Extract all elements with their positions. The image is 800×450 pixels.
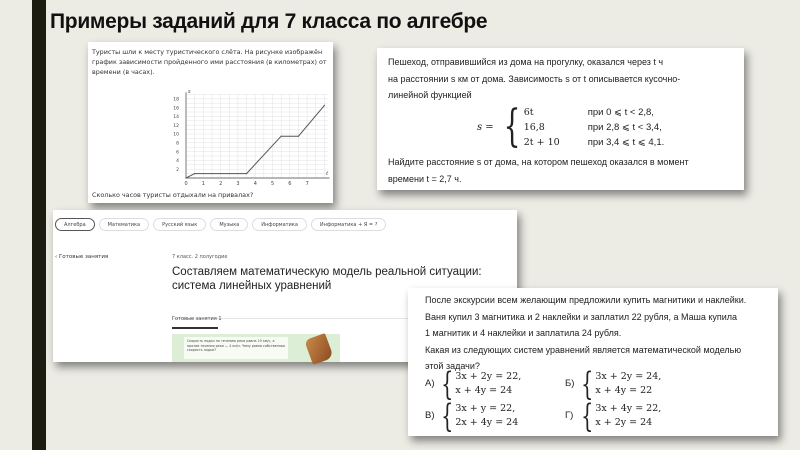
y-tick-label: 2 <box>176 167 179 173</box>
tab-ready-lessons[interactable]: Готовые занятия 1 <box>172 315 218 329</box>
pill-algebra[interactable]: Алгебра <box>55 218 95 231</box>
data-point <box>281 136 282 137</box>
text-line: 1 магнитик и 4 наклейки и заплатила 24 рубля. <box>425 328 622 338</box>
text-line: линейной функцией <box>388 90 472 100</box>
x-tick-label: 2 <box>219 181 223 187</box>
y-tick-label: 12 <box>173 123 179 129</box>
piecewise-function <box>477 101 665 152</box>
equation: 3x + 2y = 22, <box>455 370 522 382</box>
distance-time-graph <box>173 86 329 187</box>
task-card-graph <box>88 42 333 203</box>
text-line: на расстоянии s км от дома. Зависимость s от t описывается кусочно- <box>388 73 681 84</box>
y-tick-label: 14 <box>173 115 179 121</box>
accent-bar <box>32 0 46 450</box>
piece-condition: при 3,4 ⩽ t ⩽ 4,1. <box>587 136 665 148</box>
pill-informatics-plus[interactable]: Информатика + Я = ? <box>311 218 386 231</box>
text-line: Какая из следующих систем уравнений является математической моделью <box>425 344 742 355</box>
piece-condition: при 0 ⩽ t < 2,8, <box>587 106 654 118</box>
function-lhs: s = <box>477 121 494 133</box>
brace: { <box>581 396 594 435</box>
answer-option-g <box>565 396 705 435</box>
text-line: Найдите расстояние s от дома, на котором пешеход оказался в момент <box>388 157 689 167</box>
pill-russian[interactable]: Русский язык <box>153 218 206 231</box>
text-line: времени t = 2,7 ч. <box>388 173 462 184</box>
y-axis-label: s <box>188 89 191 96</box>
piece-condition: при 2,8 ⩽ t < 3,4, <box>587 121 662 133</box>
equation: 3x + 4y = 22, <box>595 402 662 414</box>
piece-formula: 16,8 <box>523 121 545 133</box>
x-axis-label: t <box>326 171 329 177</box>
equation: x + 4y = 24 <box>455 384 513 396</box>
text-line: этой задачи? <box>425 361 480 371</box>
pill-math[interactable]: Математика <box>99 218 149 231</box>
piece-formula: 2t + 10 <box>523 136 560 148</box>
y-tick-label: 16 <box>173 106 179 112</box>
y-tick-label: 18 <box>173 97 179 103</box>
equation: 3x + 2y = 24, <box>595 370 662 382</box>
x-tick-label: 3 <box>236 181 240 187</box>
y-tick-label: 10 <box>173 132 179 138</box>
option-label: Г) <box>565 410 574 421</box>
data-point <box>246 173 247 174</box>
piece-formula: 6t <box>523 106 534 118</box>
brace: { <box>441 396 454 435</box>
y-tick-label: 4 <box>176 159 179 165</box>
subject-pills <box>55 218 386 231</box>
option-label: В) <box>425 410 435 421</box>
lesson-title: Составляем математическую модель реальной ситуации: система линейных уравнений <box>172 266 482 292</box>
task-text: Туристы шли к месту туристического слёта. На рисунке изображён график зависимости пройденного ими расстояния (в километрах) от времени (в часах). <box>92 48 327 76</box>
task-question: Сколько часов туристы отдыхали на привалах? <box>92 191 254 199</box>
equation: x + 2y = 24 <box>595 416 653 428</box>
thumbnail-text: Скорость лодки по течению реки равна 19 км/ч, а против течения реки — 4 км/ч. Чему равна собственная скорость лодки? <box>184 337 288 359</box>
brace: { <box>441 364 454 403</box>
equation: 3x + y = 22, <box>455 402 516 414</box>
pill-informatics[interactable]: Информатика <box>252 218 307 231</box>
x-tick-label: 4 <box>253 181 257 187</box>
task-card-piecewise <box>377 48 744 190</box>
option-label: А) <box>425 378 435 389</box>
x-tick-label: 7 <box>305 181 309 187</box>
text-line: Пешеход, отправившийся из дома на прогулку, оказался через t ч <box>388 57 664 67</box>
answer-option-b <box>565 364 705 403</box>
answer-option-v <box>425 396 565 435</box>
y-tick-label: 8 <box>176 141 179 147</box>
text-line: Ваня купил 3 магнитика и 2 наклейки и заплатил 22 рубля, а Маша купила <box>425 311 738 322</box>
x-tick-label: 1 <box>201 181 205 187</box>
brace: { <box>503 101 521 152</box>
back-link[interactable]: ‹ Готовые занятия <box>55 254 109 260</box>
boat-illustration <box>304 333 334 365</box>
data-point <box>298 136 299 137</box>
text-line: После экскурсии всем желающим предложили купить магнитики и наклейки. <box>425 295 747 305</box>
equation: 2x + 4y = 24 <box>455 416 519 428</box>
brace: { <box>581 364 594 403</box>
equation: x + 4y = 22 <box>595 384 653 396</box>
x-tick-label: 5 <box>271 181 275 187</box>
lesson-thumbnail[interactable] <box>172 334 340 362</box>
data-point <box>194 173 195 174</box>
grade-label: 7 класс. 2 полугодие <box>172 254 228 260</box>
task-card-system <box>408 288 778 436</box>
data-point <box>185 177 186 178</box>
data-point <box>324 105 325 106</box>
slide-title: Примеры заданий для 7 класса по алгебре <box>50 10 488 33</box>
y-tick-label: 6 <box>176 150 179 156</box>
x-tick-label: 6 <box>288 181 292 187</box>
pill-music[interactable]: Музыка <box>210 218 248 231</box>
x-tick-label: 0 <box>184 181 188 187</box>
option-label: Б) <box>565 378 575 389</box>
